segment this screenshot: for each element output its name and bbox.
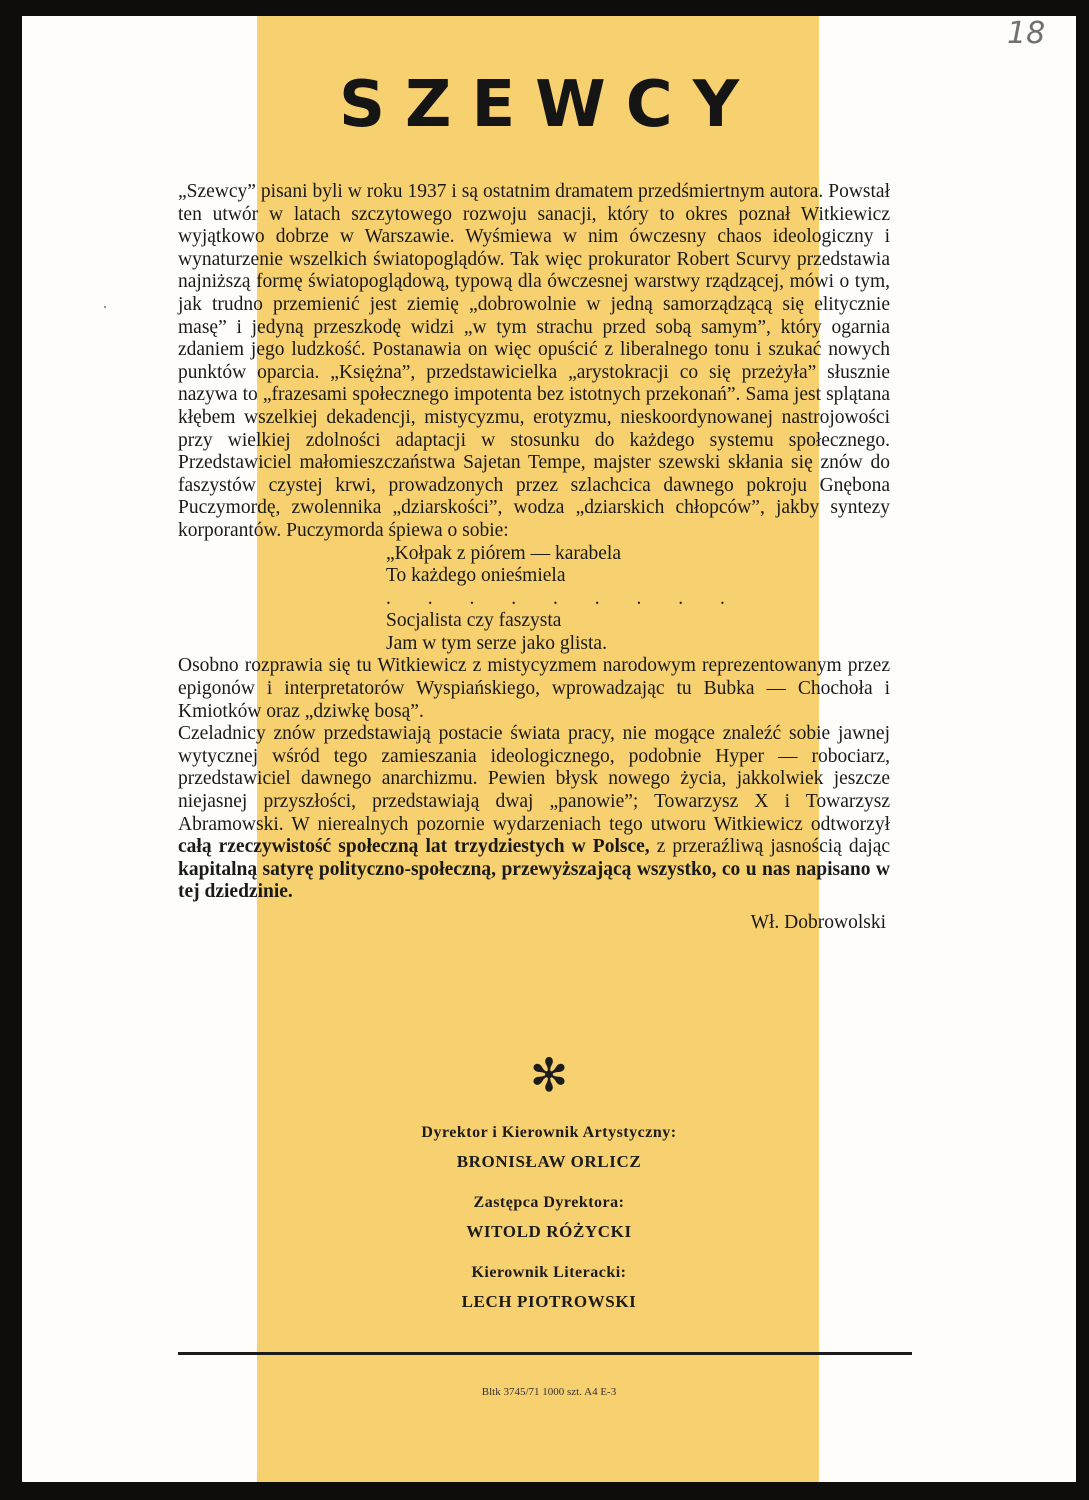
verse-quote <box>178 543 890 656</box>
verse-line-3: Socjalista czy faszysta <box>386 610 562 632</box>
conclusion-bold-2: kapitalną satyrę polityczno-społeczną, przewyższającą wszystko, co u nas napisano w tej dziedzinie. <box>178 858 890 903</box>
program-sheet <box>22 16 1076 1482</box>
article-body <box>178 181 890 935</box>
verse-line-1: „Kołpak z piórem — karabela <box>386 542 621 564</box>
paragraph-mysticism: Osobno rozprawia się tu Witkiewicz z mistycyzmem narodowym reprezentowanym przez epigonów i interpretatorów Wyspiańskiego, wprowadzając tu Bubka — Chochoła i Kmiotków oraz „dziwkę bosą”. <box>178 655 890 722</box>
credit-role: Kierownik Literacki: <box>471 1264 627 1281</box>
credit-role: Zastępca Dyrektora: <box>473 1194 625 1211</box>
conclusion-text-2: z przeraźliwą jasnością dając <box>656 836 891 858</box>
verse-line-4: Jam w tym serze jako glista. <box>386 632 607 654</box>
credit-director <box>22 1124 1076 1172</box>
credit-role: Dyrektor i Kierownik Artystyczny: <box>421 1124 677 1141</box>
horizontal-rule <box>178 1352 912 1355</box>
credit-name: BRONISŁAW ORLICZ <box>456 1152 642 1171</box>
verse-ellipsis: . . . . . . . . . <box>386 587 741 609</box>
page-title: SZEWCY <box>338 68 760 142</box>
conclusion-text-1: Czeladnicy znów przedstawiają postacie świata pracy, nie mogące znaleźć sobie jawnej wytycznej wśród tego zamieszania ideologicznego, podobnie Hyper — robociarz, przedstawiciel dawnego anarchizmu. Pewien błysk nowego życia, jakkolwiek jeszcze niejasnej przyszłości, przedstawiają dwaj „panowie”; Towarzysz X i Towarzysz Abramowski. W nierealnych pozornie wydarzeniach tego utworu Witkiewicz odtworzył <box>178 723 890 835</box>
print-footer: Bltk 3745/71 1000 szt. A4 E-3 <box>481 1386 617 1398</box>
credit-name: WITOLD RÓŻYCKI <box>466 1222 632 1241</box>
verse-line-2: To każdego onieśmiela <box>386 565 566 587</box>
staff-credits <box>22 1124 1076 1334</box>
handwritten-page-number: 18 <box>1007 16 1046 51</box>
credit-literary-manager <box>22 1264 1076 1312</box>
author-signature: Wł. Dobrowolski <box>750 912 886 933</box>
paragraph-intro: „Szewcy” pisani byli w roku 1937 i są ostatnim dramatem przedśmiertnym autora. Powstał ten utwór w latach szczytowego rozwoju sanacji, który to okres poznał Witkiewicz wyjątkowo dobrze w Warszawie. Wyśmiewa w nim ówczesny chaos ideologiczny i wynaturzenie wszelkich światopoglądów. Tak więc prokurator Robert Scurvy przedstawia najniższą formę światopoglądową, typową dla ówczesnej warstwy rządzącej, mówi o tym, jak trudno przemienić jest ziemię „dobrowolnie w jedną samorządzącą się elitycznie masę” i jedyną przeszkodę widzi „w tym strachu przed sobą samym”, który ogarnia zdaniem jego ludzkość. Postanawia on więc opuścić z liberalnego tonu i szukać nowych punktów oparcia. „Księżna”, przedstawicielka „arystokracji co się przeżyła” słusznie nazywa to „frazesami społecznego impotenta bez istotnych przekonań”. Sama jest splątana kłębem wszelkiej dekadencji, mistycyzmu, erotyzmu, nieskoordynowanej nastrojowości przy wielkiej zdolności adaptacji w stosunku do każdego systemu społecznego. Przedstawiciel małomieszczaństwa Sajetan Tempe, majster szewski skłania się znów do faszystów czystej krwi, prowadzonych przez szlachcica dawnego pokroju Gnębona Puczymordę, zwolennika „dziarskości”, wodza „dziarskich chłopców”, jakby syntezy korporantów. Puczymorda śpiewa o sobie: <box>178 181 890 541</box>
conclusion-bold-1: całą rzeczywistość społeczną lat trzydziestych w Polsce, <box>178 836 650 858</box>
paragraph-conclusion <box>178 723 890 904</box>
asterisk-ornament-icon: ✻ <box>529 1048 569 1102</box>
credit-name: LECH PIOTROWSKI <box>461 1292 637 1311</box>
credit-deputy-director <box>22 1194 1076 1242</box>
page-content <box>22 16 1076 1482</box>
